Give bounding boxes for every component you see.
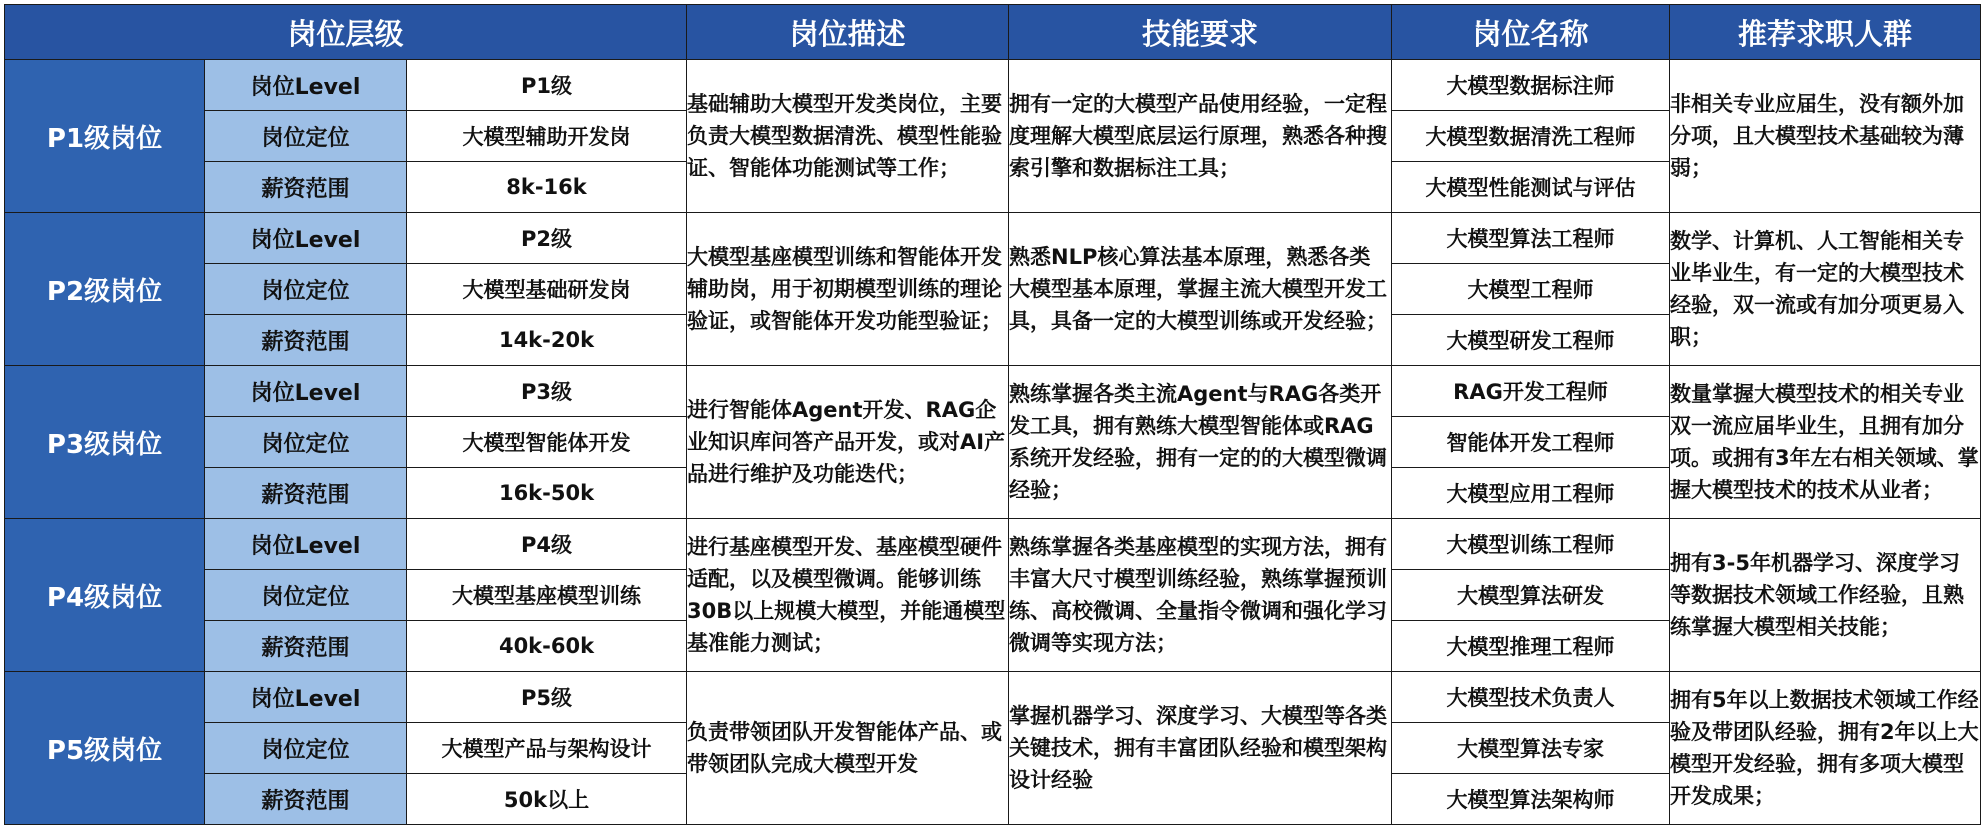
job-name-cell: 大模型算法研发 (1392, 570, 1670, 621)
attr-value: 大模型基座模型训练 (407, 570, 687, 621)
candidates-cell: 数量掌握大模型技术的相关专业双一流应届毕业生，且拥有加分项。或拥有3年左右相关领域、掌握大模型技术的技术从业者； (1670, 366, 1981, 519)
attr-label: 薪资范围 (205, 621, 407, 672)
attr-label: 薪资范围 (205, 774, 407, 825)
job-name-cell: 大模型数据标注师 (1392, 60, 1670, 111)
description-cell: 进行基座模型开发、基座模型硬件适配，以及模型微调。能够训练30B以上规模大模型，并能通模型基准能力测试； (687, 519, 1009, 672)
level-cell: P1级岗位 (5, 60, 205, 213)
attr-label: 岗位定位 (205, 111, 407, 162)
table-row (5, 213, 1981, 264)
attr-value: 16k-50k (407, 468, 687, 519)
job-name-cell: 大模型研发工程师 (1392, 315, 1670, 366)
attr-value: 8k-16k (407, 162, 687, 213)
job-name-cell: 大模型推理工程师 (1392, 621, 1670, 672)
attr-value: P1级 (407, 60, 687, 111)
job-name-cell: 大模型训练工程师 (1392, 519, 1670, 570)
header-description: 岗位描述 (687, 5, 1009, 60)
job-name-cell: 大模型算法工程师 (1392, 213, 1670, 264)
header-job-names: 岗位名称 (1392, 5, 1670, 60)
skills-cell: 熟悉NLP核心算法基本原理，熟悉各类大模型基本原理，掌握主流大模型开发工具，具备一定的大模型训练或开发经验； (1009, 213, 1392, 366)
attr-label: 薪资范围 (205, 162, 407, 213)
table-row (5, 519, 1981, 570)
attr-value: 14k-20k (407, 315, 687, 366)
job-name-cell: 大模型算法专家 (1392, 723, 1670, 774)
attr-label: 薪资范围 (205, 315, 407, 366)
job-name-cell: 大模型技术负责人 (1392, 672, 1670, 723)
attr-value: P2级 (407, 213, 687, 264)
attr-label: 岗位Level (205, 672, 407, 723)
candidates-cell: 拥有3-5年机器学习、深度学习等数据技术领域工作经验，且熟练掌握大模型相关技能； (1670, 519, 1981, 672)
job-name-cell: 大模型工程师 (1392, 264, 1670, 315)
table-row (5, 60, 1981, 111)
attr-value: P4级 (407, 519, 687, 570)
description-cell: 基础辅助大模型开发类岗位，主要负责大模型数据清洗、模型性能验证、智能体功能测试等工作； (687, 60, 1009, 213)
job-name-cell: 大模型数据清洗工程师 (1392, 111, 1670, 162)
skills-cell: 掌握机器学习、深度学习、大模型等各类关键技术，拥有丰富团队经验和模型架构设计经验 (1009, 672, 1392, 825)
attr-label: 岗位定位 (205, 723, 407, 774)
attr-label: 岗位定位 (205, 264, 407, 315)
attr-label: 岗位Level (205, 213, 407, 264)
header-row (5, 5, 1981, 60)
level-cell: P5级岗位 (5, 672, 205, 825)
header-skills: 技能要求 (1009, 5, 1392, 60)
description-cell: 负责带领团队开发智能体产品、或带领团队完成大模型开发 (687, 672, 1009, 825)
attr-value: 50k以上 (407, 774, 687, 825)
job-level-table (4, 4, 1981, 825)
description-cell: 进行智能体Agent开发、RAG企业知识库问答产品开发，或对AI产品进行维护及功能迭代； (687, 366, 1009, 519)
job-name-cell: 大模型算法架构师 (1392, 774, 1670, 825)
attr-label: 岗位Level (205, 366, 407, 417)
attr-value: 大模型产品与架构设计 (407, 723, 687, 774)
candidates-cell: 数学、计算机、人工智能相关专业毕业生，有一定的大模型技术经验，双一流或有加分项更易入职； (1670, 213, 1981, 366)
job-name-cell: 大模型应用工程师 (1392, 468, 1670, 519)
level-cell: P4级岗位 (5, 519, 205, 672)
level-cell: P3级岗位 (5, 366, 205, 519)
attr-value: 40k-60k (407, 621, 687, 672)
job-name-cell: 大模型性能测试与评估 (1392, 162, 1670, 213)
attr-value: 大模型基础研发岗 (407, 264, 687, 315)
level-cell: P2级岗位 (5, 213, 205, 366)
job-name-cell: 智能体开发工程师 (1392, 417, 1670, 468)
attr-label: 岗位Level (205, 519, 407, 570)
description-cell: 大模型基座模型训练和智能体开发辅助岗，用于初期模型训练的理论验证，或智能体开发功能型验证； (687, 213, 1009, 366)
job-name-cell: RAG开发工程师 (1392, 366, 1670, 417)
attr-value: P3级 (407, 366, 687, 417)
skills-cell: 拥有一定的大模型产品使用经验，一定程度理解大模型底层运行原理，熟悉各种搜索引擎和数据标注工具； (1009, 60, 1392, 213)
header-level-group: 岗位层级 (5, 5, 687, 60)
attr-label: 岗位定位 (205, 570, 407, 621)
attr-value: P5级 (407, 672, 687, 723)
candidates-cell: 拥有5年以上数据技术领域工作经验及带团队经验，拥有2年以上大模型开发经验，拥有多项大模型开发成果； (1670, 672, 1981, 825)
attr-value: 大模型辅助开发岗 (407, 111, 687, 162)
skills-cell: 熟练掌握各类主流Agent与RAG各类开发工具，拥有熟练大模型智能体或RAG系统开发经验，拥有一定的的大模型微调经验； (1009, 366, 1392, 519)
attr-label: 岗位Level (205, 60, 407, 111)
header-candidates: 推荐求职人群 (1670, 5, 1981, 60)
table-row (5, 366, 1981, 417)
attr-label: 岗位定位 (205, 417, 407, 468)
candidates-cell: 非相关专业应届生，没有额外加分项，且大模型技术基础较为薄弱； (1670, 60, 1981, 213)
attr-value: 大模型智能体开发 (407, 417, 687, 468)
attr-label: 薪资范围 (205, 468, 407, 519)
skills-cell: 熟练掌握各类基座模型的实现方法，拥有丰富大尺寸模型训练经验，熟练掌握预训练、高校微调、全量指令微调和强化学习微调等实现方法； (1009, 519, 1392, 672)
table-row (5, 672, 1981, 723)
